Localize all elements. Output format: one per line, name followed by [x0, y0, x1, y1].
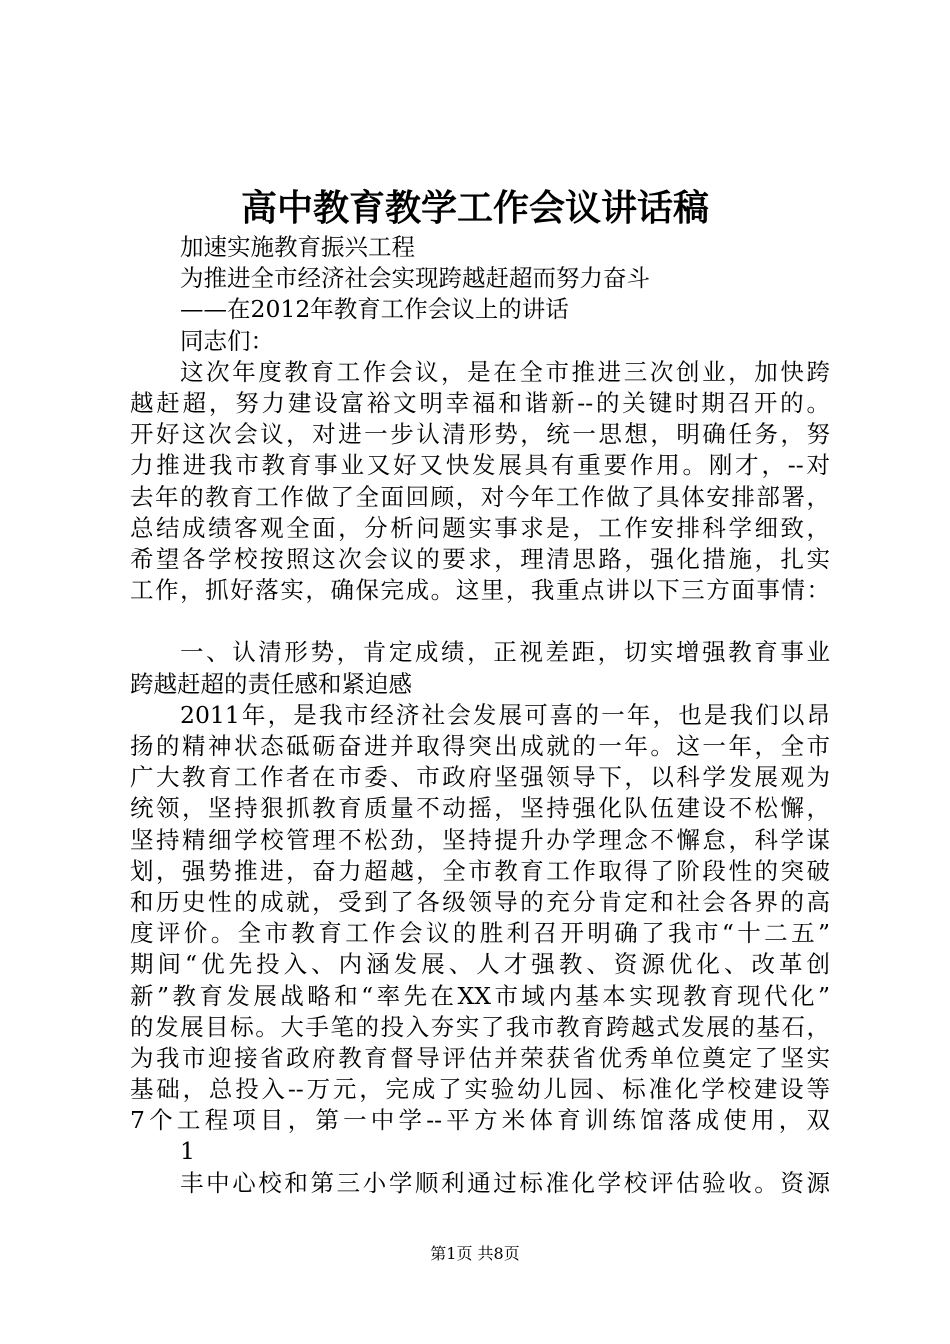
document-body: [130, 232, 830, 1199]
paragraph-line: 丰中心校和第三小学顺利通过标准化学校评估验收。资源: [180, 1168, 830, 1197]
paragraph-line: 广大教育工作者在市委、市政府坚强领导下，以科学发展观为: [130, 763, 830, 792]
document-title: 高中教育教学工作会议讲话稿: [240, 187, 709, 229]
section-heading-line: 一、认清形势，肯定成绩，正视差距，切实增强教育事业: [180, 638, 830, 667]
subtitle-line: 为推进全市经济社会实现跨越赶超而努力奋斗: [180, 264, 650, 293]
paragraph-line: 希望各学校按照这次会议的要求，理清思路，强化措施，扎实: [130, 544, 830, 573]
paragraph-line: 新”教育发展战略和“率先在XX市域内基本实现教育现代化”: [130, 981, 830, 1010]
page-footer: 第1页 共8页: [430, 1244, 520, 1263]
paragraph-line: 划，强势推进，奋力超越，全市教育工作取得了阶段性的突破: [130, 856, 830, 885]
section-heading-line: 跨越赶超的责任感和紧迫感: [130, 669, 412, 698]
paragraph-line: 工作，抓好落实，确保完成。这里，我重点讲以下三方面事情：: [130, 576, 830, 605]
paragraph-line: 这次年度教育工作会议，是在全市推进三次创业，加快跨: [180, 357, 830, 386]
paragraph-line: 统领，坚持狠抓教育质量不动摇，坚持强化队伍建设不松懈，: [130, 794, 830, 823]
paragraph-line: 和历史性的成就，受到了各级领导的充分肯定和社会各界的高: [130, 887, 830, 916]
paragraph-line: 开好这次会议，对进一步认清形势，统一思想，明确任务，努: [130, 420, 830, 449]
paragraph-line: 2011年，是我市经济社会发展可喜的一年，也是我们以昂: [180, 700, 830, 729]
paragraph-line: 力推进我市教育事业又好又快发展具有重要作用。刚才，--对: [130, 451, 830, 480]
paragraph-line: 期间“优先投入、内涵发展、人才强教、资源优化、改革创: [130, 950, 830, 979]
paragraph-gap: [130, 606, 830, 637]
paragraph-line: 总结成绩客观全面，分析问题实事求是，工作安排科学细致，: [130, 513, 830, 542]
paragraph-line: 越赶超，努力建设富裕文明幸福和谐新--的关键时期召开的。: [130, 388, 830, 417]
paragraph-line: 度评价。全市教育工作会议的胜利召开明确了我市“十二五”: [130, 919, 830, 948]
paragraph-line: 坚持精细学校管理不松劲，坚持提升办学理念不懈怠，科学谋: [130, 825, 830, 854]
paragraph-line: 去年的教育工作做了全面回顾，对今年工作做了具体安排部署，: [130, 482, 830, 511]
paragraph-line: 的发展目标。大手笔的投入夯实了我市教育跨越式发展的基石，: [130, 1012, 830, 1041]
paragraph-line: 扬的精神状态砥砺奋进并取得突出成就的一年。这一年，全市: [130, 732, 830, 760]
paragraph-line: 基础，总投入--万元，完成了实验幼儿园、标准化学校建设等: [130, 1075, 830, 1104]
inline-page-number: 1: [180, 1137, 195, 1166]
paragraph-line: 7个工程项目，第一中学--平方米体育训练馆落成使用，双: [130, 1106, 830, 1135]
paragraph-line: 为我市迎接省政府教育督导评估并荣获省优秀单位奠定了坚实: [130, 1043, 830, 1072]
subtitle-line: 加速实施教育振兴工程: [180, 233, 415, 261]
salutation: 同志们：: [180, 326, 274, 355]
subtitle-line: ——在2012年教育工作会议上的讲话: [180, 295, 569, 324]
